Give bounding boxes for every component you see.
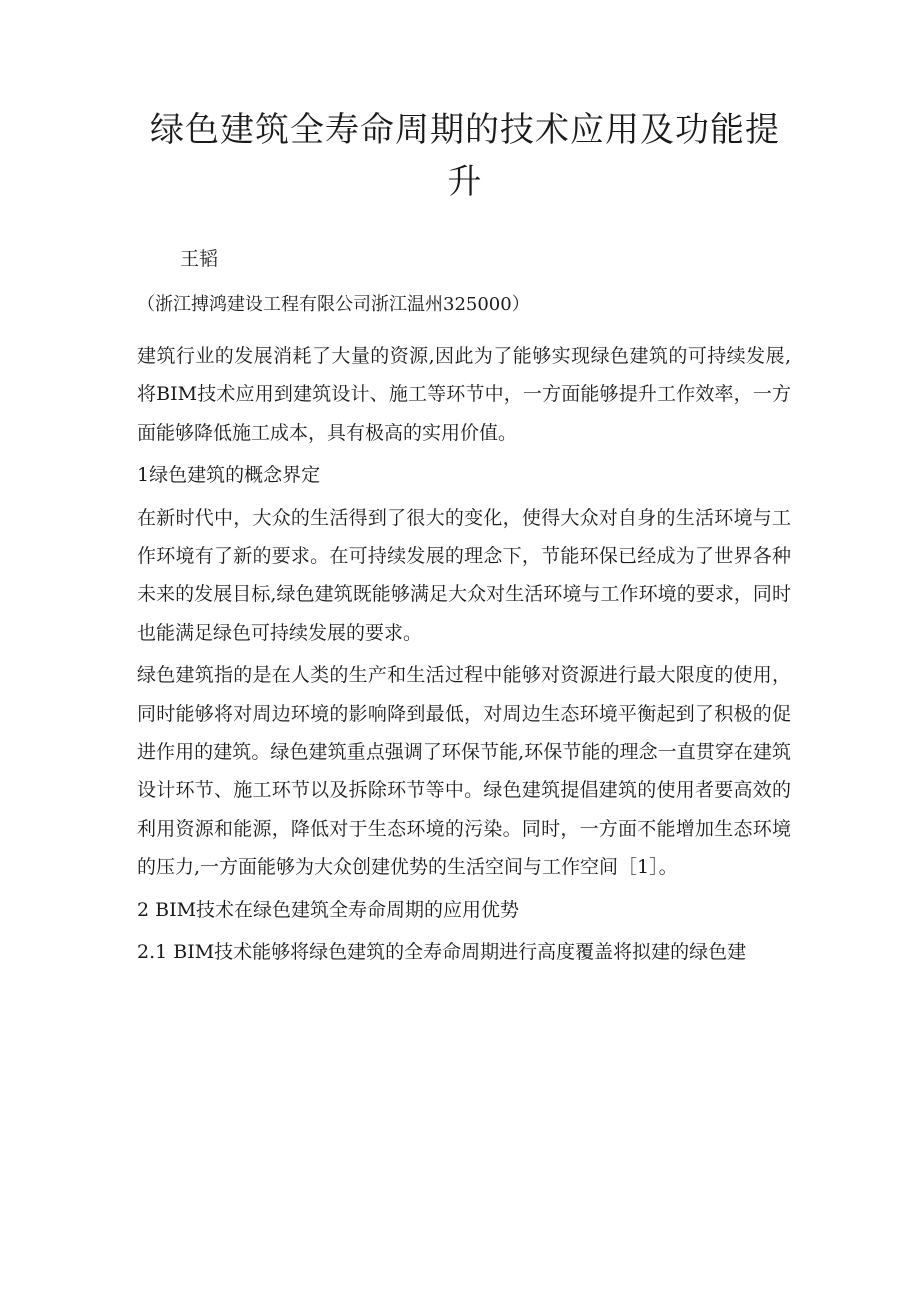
paper-body: [137, 337, 791, 976]
section-1-paragraph-1: 在新时代中，大众的生活得到了很大的变化，使得大众对自身的生活环境与工作环境有了新的要求。在可持续发展的理念下，节能环保已经成为了世界各种未来的发展目标,绿色建筑既能够满足大众对生活环境与工作环境的要求，同时也能满足绿色可持续发展的要求。: [137, 506, 791, 644]
author-name: 王韬: [180, 248, 219, 270]
section-heading-1: 1绿色建筑的概念界定: [137, 464, 321, 487]
section-heading-2: 2 BIM技术在绿色建筑全寿命周期的应用优势: [137, 898, 520, 921]
paper-title: 绿色建筑全寿命周期的技术应用及功能提升: [150, 110, 780, 202]
author-affiliation: （浙江搏鸿建设工程有限公司浙江温州325000）: [137, 294, 530, 315]
abstract-paragraph: 建筑行业的发展消耗了大量的资源,因此为了能够实现绿色建筑的可持续发展,将BIM技术应用到建筑设计、施工等环节中，一方面能够提升工作效率，一方面能够降低施工成本，具有极高的实用价值。: [137, 345, 791, 444]
section-1-paragraph-2: 绿色建筑指的是在人类的生产和生活过程中能够对资源进行最大限度的使用，同时能够将对周边环境的影响降到最低，对周边生态环境平衡起到了积极的促进作用的建筑。绿色建筑重点强调了环保节能,环保节能的理念一直贯穿在建筑设计环节、施工环节以及拆除环节等中。绿色建筑提倡建筑的使用者要高效的利用资源和能源，降低对于生态环境的污染。同时，一方面不能增加生态环境的压力,一方面能够为大众创建优势的生活空间与工作空间［1］。: [137, 664, 791, 879]
subsection-heading-2-1: 2.1 BIM技术能够将绿色建筑的全寿命周期进行高度覆盖将拟建的绿色建: [137, 941, 747, 964]
